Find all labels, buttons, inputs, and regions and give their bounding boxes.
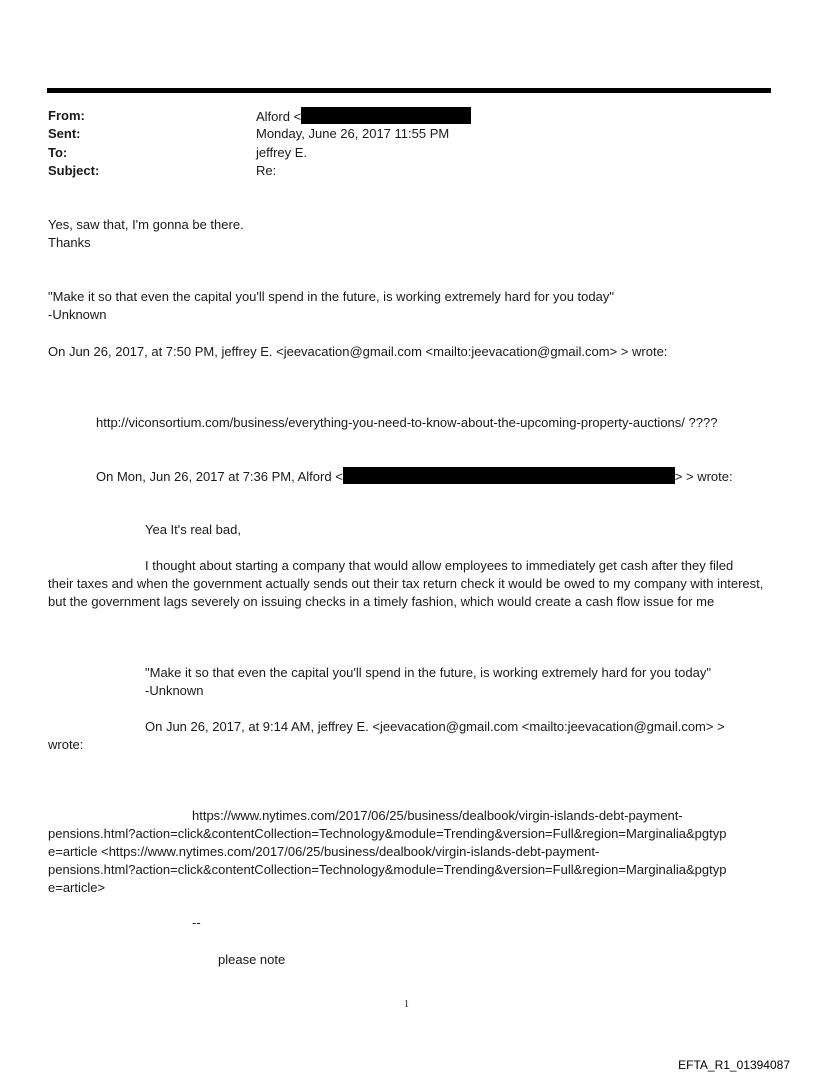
redaction-box — [343, 467, 675, 484]
reply-header-2 — [96, 467, 733, 486]
to-value: jeffrey E. — [256, 145, 308, 160]
signature-dash: -- — [192, 915, 201, 930]
shared-link[interactable]: http://viconsortium.com/business/everything-you-need-to-know-about-the-upcoming-property-auctions/ ???? — [96, 415, 718, 430]
redaction-box — [301, 107, 471, 124]
nyt-url-line-5[interactable]: e=article> — [48, 880, 106, 895]
nyt-url-line-3[interactable]: e=article <https://www.nytimes.com/2017/06/25/business/dealbook/virgin-islands-debt-payment- — [48, 844, 600, 859]
nyt-url-line-1[interactable]: https://www.nytimes.com/2017/06/25/business/dealbook/virgin-islands-debt-payment- — [192, 808, 683, 823]
signature-quote: "Make it so that even the capital you'll spend in the future, is working extremely hard for you today" — [48, 289, 614, 304]
reply-header-3-end: wrote: — [48, 737, 84, 752]
document-id: EFTA_R1_01394087 — [678, 1058, 790, 1072]
reply-header-1: On Jun 26, 2017, at 7:50 PM, jeffrey E. <jeevacation@gmail.com <mailto:jeevacation@gmail.com> > wrote: — [48, 344, 668, 359]
signature-attribution: -Unknown — [48, 307, 107, 322]
reply-header-3: On Jun 26, 2017, at 9:14 AM, jeffrey E. <jeevacation@gmail.com <mailto:jeevacation@gmail.com> > — [145, 719, 725, 734]
subject-label: Subject: — [48, 163, 100, 178]
header-rule — [47, 88, 771, 93]
signature-attribution-2: -Unknown — [145, 683, 204, 698]
signature-quote-2: "Make it so that even the capital you'll spend in the future, is working extremely hard for you today" — [145, 665, 711, 680]
from-value — [256, 107, 471, 126]
reply-para-continuation: their taxes and when the government actually sends out their tax return check it would be owed to my company with interest, but the government lags severely on issuing checks in a timely fashion, which would create a cash flow issue for me — [48, 576, 764, 609]
nyt-url-line-2[interactable]: pensions.html?action=click&contentCollection=Technology&module=Trending&version=Full&region=Marginalia&pgtyp — [48, 826, 727, 841]
please-note-text: please note — [218, 952, 286, 967]
body-line-2: Thanks — [48, 235, 91, 250]
reply-para-first-line: I thought about starting a company that would allow employees to immediately get cash after they filed — [145, 558, 734, 573]
subject-value: Re: — [256, 163, 277, 178]
sent-value: Monday, June 26, 2017 11:55 PM — [256, 126, 450, 141]
page-number: 1 — [404, 999, 409, 1010]
to-label: To: — [48, 145, 68, 160]
reply-header-2-prefix: On Mon, Jun 26, 2017 at 7:36 PM, Alford < — [96, 469, 343, 484]
body-line-1: Yes, saw that, I'm gonna be there. — [48, 217, 244, 232]
from-name: Alford < — [256, 109, 302, 124]
reply-header-2-suffix: > > wrote: — [674, 469, 733, 484]
sent-label: Sent: — [48, 126, 81, 141]
reply-text-1: Yea It's real bad, — [145, 522, 241, 537]
nyt-url-line-4[interactable]: pensions.html?action=click&contentCollection=Technology&module=Trending&version=Full&region=Marginalia&pgtyp — [48, 862, 727, 877]
from-label: From: — [48, 108, 85, 123]
